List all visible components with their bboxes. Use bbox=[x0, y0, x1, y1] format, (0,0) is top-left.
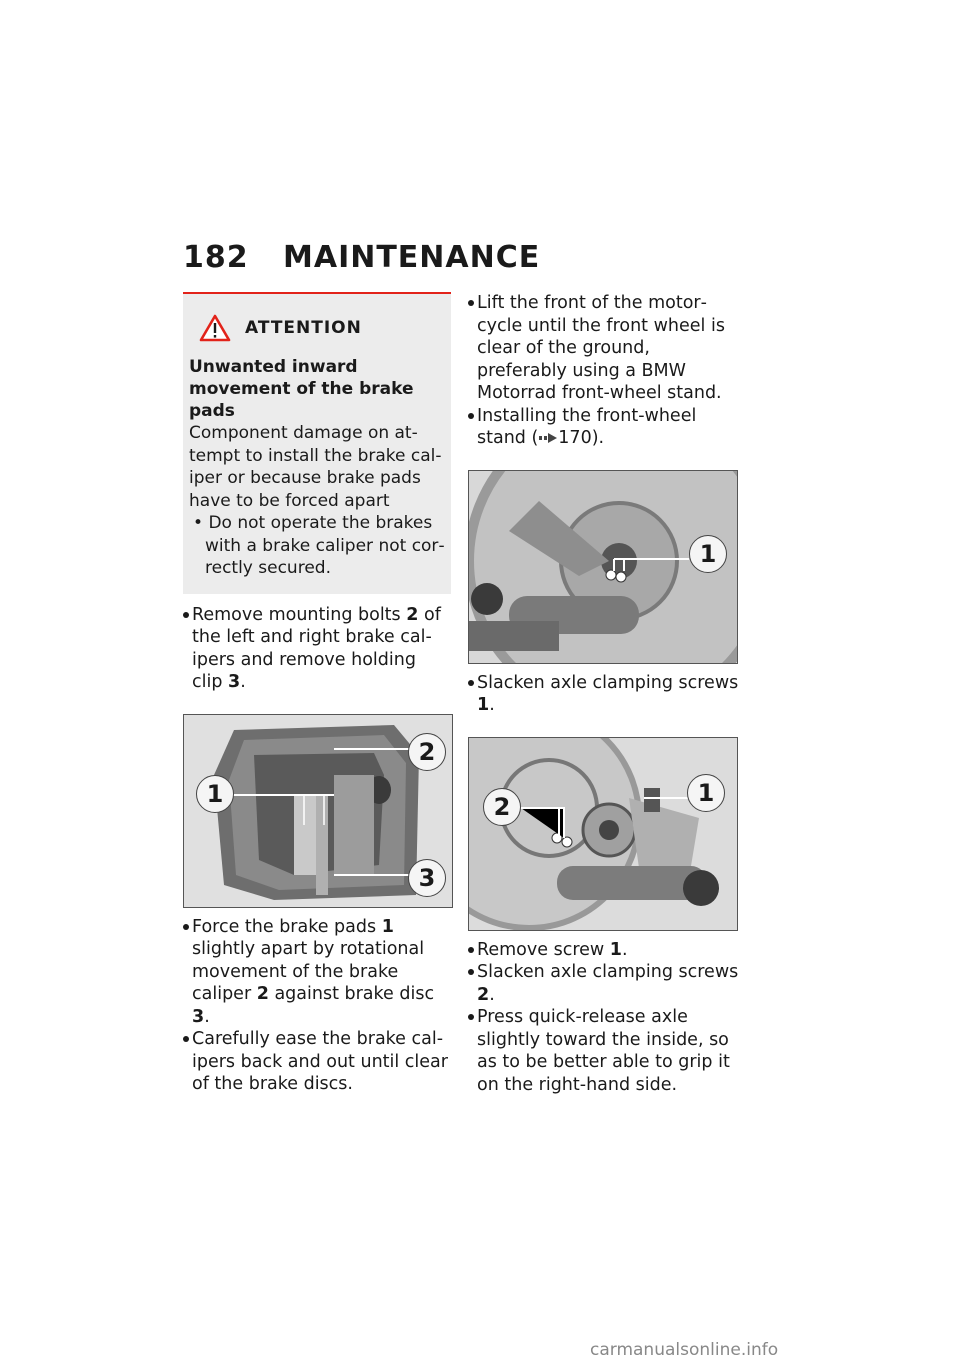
figure-callout: 2 bbox=[408, 733, 446, 771]
attention-header bbox=[189, 314, 445, 342]
ref-number: 2 bbox=[406, 604, 419, 625]
page-reference-arrow-icon bbox=[538, 432, 558, 444]
figure-callout: 3 bbox=[408, 859, 446, 897]
ref-number: 1 bbox=[477, 695, 490, 715]
warning-triangle-icon bbox=[199, 314, 231, 342]
step-lift-motorcycle: Lift the front of the motorcycle until the front wheel is clear of the ground, preferably using a BMW Motorrad front-wheel stand. bbox=[468, 292, 740, 405]
ref-number: 1 bbox=[381, 916, 394, 937]
left-column bbox=[183, 292, 451, 1096]
watermark: carmanualsonline.info bbox=[590, 1340, 779, 1360]
figure-callout: 2 bbox=[483, 788, 521, 826]
figure-callout: 1 bbox=[687, 774, 725, 812]
figure-callout: 1 bbox=[689, 535, 727, 573]
ref-number: 1 bbox=[609, 939, 622, 960]
attention-bullet-text: Do not operate the brakes with a brake caliper not correctly secured. bbox=[205, 513, 445, 578]
figure-callout: 1 bbox=[196, 775, 234, 813]
brake-caliper-figure bbox=[183, 714, 453, 908]
attention-bullet: • Do not operate the brakes with a brake caliper not correctly secured. bbox=[193, 513, 445, 578]
attention-body: Component damage on attempt to install the brake caliper or because brake pads have to be forced apart bbox=[189, 423, 442, 511]
step-install-wheel-stand: Installing the front-wheel stand ( 170). bbox=[468, 405, 740, 450]
page-reference[interactable]: 170 bbox=[558, 428, 592, 448]
step-force-brake-pads: Force the brake pads 1 slightly apart by rotational movement of the brake caliper 2 against brake disc 3. bbox=[183, 916, 451, 1029]
section-title: MAINTENANCE bbox=[283, 240, 541, 275]
ref-number: 2 bbox=[256, 984, 269, 1004]
attention-subtitle: Unwanted inward movement of the brake pads bbox=[189, 357, 414, 421]
attention-box bbox=[183, 292, 451, 594]
quick-release-axle-illustration bbox=[469, 738, 737, 930]
ref-number: 3 bbox=[228, 672, 241, 692]
step-remove-screw: Remove screw 1. bbox=[468, 939, 740, 962]
step-slacken-axle-screws-2: Slacken axle clamping screws 2. bbox=[468, 961, 740, 1006]
page-number: 182 bbox=[183, 240, 249, 275]
right-column bbox=[468, 292, 740, 1096]
step-remove-mounting-bolts: Remove mounting bolts 2 of the left and right brake calipers and remove holding clip 3. bbox=[183, 604, 451, 694]
attention-title: ATTENTION bbox=[245, 317, 362, 338]
step-slacken-axle-screws-1: Slacken axle clamping screws 1. bbox=[468, 672, 740, 717]
step-ease-calipers: Carefully ease the brake calipers back and out until clear of the brake discs. bbox=[183, 1028, 451, 1096]
ref-number: 3 bbox=[192, 1006, 205, 1027]
quick-release-axle-figure bbox=[468, 737, 738, 931]
step-press-quick-release-axle: Press quick-release axle slightly toward the inside, so as to be better able to grip it on the right-hand side. bbox=[468, 1006, 740, 1096]
ref-number: 2 bbox=[477, 984, 490, 1005]
axle-clamp-figure bbox=[468, 470, 738, 664]
